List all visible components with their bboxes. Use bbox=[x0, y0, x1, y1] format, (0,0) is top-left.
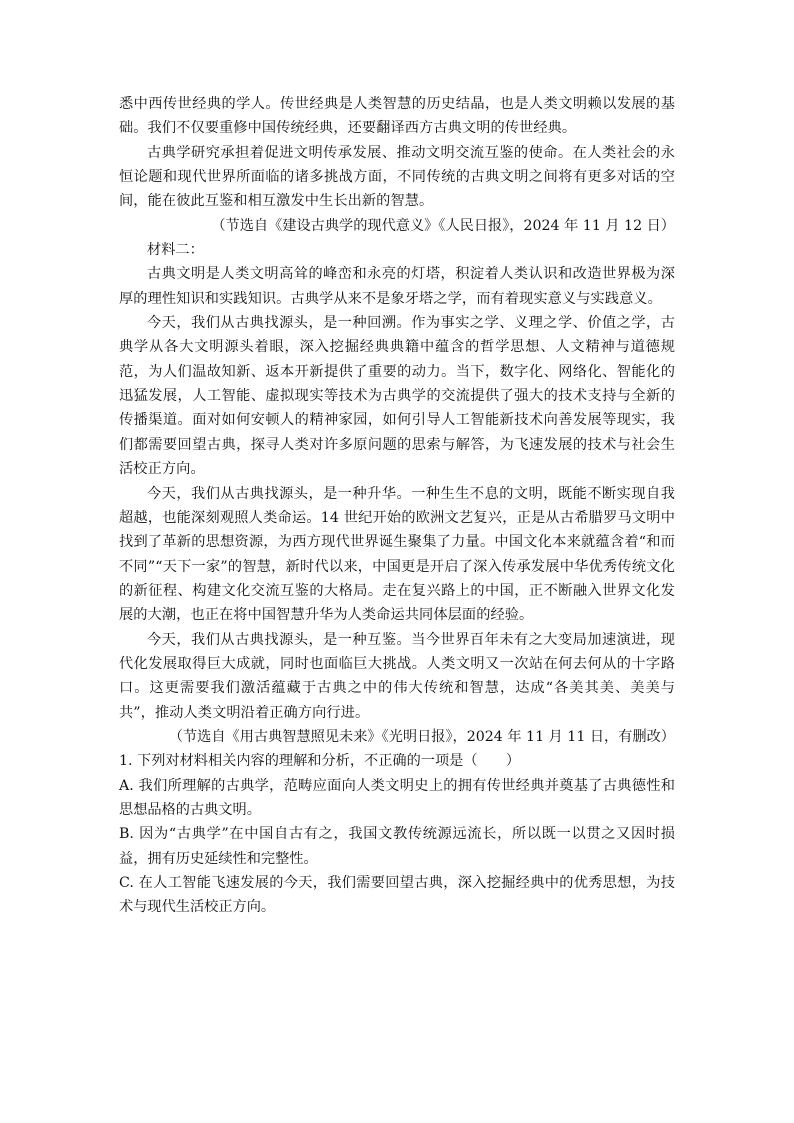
material-two-source: （节选自《用古典智慧照见未来》《光明日报》，2024 年 11 月 11 日，有删改） bbox=[168, 728, 675, 745]
material-one-paragraph-2: 古典学研究承担着促进文明传承发展、推动文明交流互鉴的使命。在人类社会的永恒论题和现代世界所面临的诸多挑战方面，不同传统的古典文明之间将有更多对话的空间，能在彼此互鉴和相互激发中生长出新的智慧。 bbox=[119, 144, 675, 210]
material-one-source: （节选自《建设古典学的现代意义》《人民日报》，2024 年 11 月 12 日） bbox=[211, 217, 675, 234]
question-option-c: C. 在人工智能飞速发展的今天，我们需要回望古典，深入挖掘经典中的优秀思想，为技术与现代生活校正方向。 bbox=[119, 875, 675, 916]
document-page bbox=[119, 92, 675, 920]
material-two-paragraph-4: 今天，我们从古典找源头，是一种互鉴。当今世界百年未有之大变局加速演进，现代化发展取得巨大成就，同时也面临巨大挑战。人类文明又一次站在何去何从的十字路口。这更需要我们激活蕴藏于古典之中的伟大传统和智慧，达成“各美其美、美美与共”，推动人类文明沿着正确方向行进。 bbox=[119, 631, 675, 721]
question-option-a: A. 我们所理解的古典学，范畴应面向人类文明史上的拥有传世经典并奠基了古典德性和思想品格的古典文明。 bbox=[119, 777, 675, 818]
question-stem: 1. 下列对材料相关内容的理解和分析，不正确的一项是（ ） bbox=[119, 753, 521, 770]
material-two-paragraph-3: 今天，我们从古典找源头，是一种升华。一种生生不息的文明，既能不断实现自我超越，也能深刻观照人类命运。14 世纪开始的欧洲文艺复兴，正是从古希腊罗马文明中找到了革新的思想资源，为西方现代世界诞生聚集了力量。中国文化本来就蕴含着“和而不同”“天下一家”的智慧，新时代以来，中国更是开启了深入传承发展中华优秀传统文化的新征程、构建文化交流互鉴的大格局。走在复兴路上的中国，正不断融入世界文化发展的大潮，也正在将中国智慧升华为人类命运共同体层面的经验。 bbox=[119, 485, 675, 624]
question-option-b: B. 因为“古典学”在中国自古有之，我国文教传统源远流长，所以既一以贯之又因时损益，拥有历史延续性和完整性。 bbox=[119, 826, 675, 867]
material-two-paragraph-2: 今天，我们从古典找源头，是一种回溯。作为事实之学、义理之学、价值之学，古典学从各大文明源头着眼，深入挖掘经典典籍中蕴含的哲学思想、人文精神与道德规范，为人们温故知新、返本开新提供了重要的动力。当下，数字化、网络化、智能化的迅猛发展，人工智能、虚拟现实等技术为古典学的交流提供了强大的技术支持与全新的传播渠道。面对如何安顿人的精神家园，如何引导人工智能新技术向善发展等现实，我们都需要回望古典，探寻人类对许多原问题的思索与解答，为飞速发展的技术与社会生活校正方向。 bbox=[119, 315, 675, 478]
material-two-paragraph-1: 古典文明是人类文明高耸的峰峦和永亮的灯塔，积淀着人类认识和改造世界极为深厚的理性知识和实践知识。古典学从来不是象牙塔之学，而有着现实意义与实践意义。 bbox=[119, 266, 675, 307]
material-one-paragraph-1: 悉中西传世经典的学人。传世经典是人类智慧的历史结晶，也是人类文明赖以发展的基础。我们不仅要重修中国传统经典，还要翻译西方古典文明的传世经典。 bbox=[119, 96, 675, 137]
material-two-label: 材料二： bbox=[147, 242, 204, 259]
